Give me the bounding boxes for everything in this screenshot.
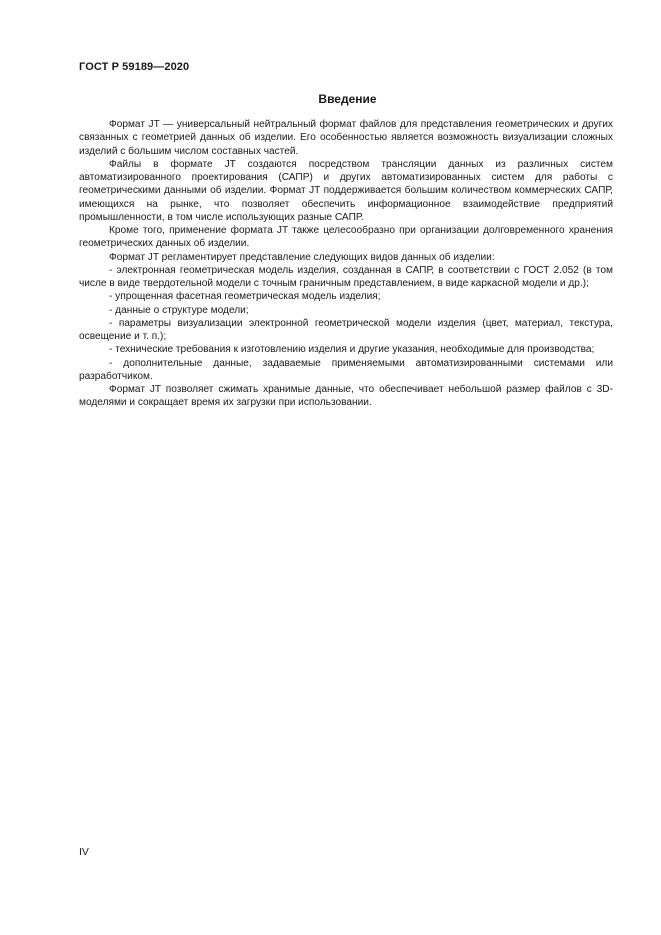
page-number: IV <box>79 846 89 858</box>
list-item: - технические требования к изготовлению изделия и другие указания, необходимые для производства; <box>109 344 595 356</box>
list-item: - данные о структуре модели; <box>109 304 249 316</box>
paragraph-intro: Формат JT — универсальный нейтральный формат файлов для представления геометрических и других связанных с геометрией данных об изделии. Его особенностью является возможность визуализации сложных изделий с большим числом составных частей. <box>79 119 613 157</box>
list-item: - электронная геометрическая модель изделия, созданная в САПР, в соответствии с ГОСТ 2.052 (в том числе в виде твердотельной модели с точным граничным представлением, в виде каркасной модели и др.); <box>79 264 613 289</box>
document-body <box>79 118 613 410</box>
section-title: Введение <box>318 92 377 106</box>
list-item: - упрощенная фасетная геометрическая модель изделия; <box>109 291 381 303</box>
document-header: ГОСТ Р 59189—2020 <box>79 61 190 73</box>
list-item: - дополнительные данные, задаваемые применяемыми автоматизированными системами или разработчиком. <box>79 357 613 382</box>
paragraph-long-term-storage: Кроме того, применение формата JT также целесообразно при организации долговременного хранения геометрических данных об изделии. <box>79 225 613 250</box>
paragraph-cad-translation: Файлы в формате JT создаются посредством трансляции данных из различных систем автоматизированного проектирования (САПР) и других автоматизированных систем для работы с геометрическими данными об изделии. Формат JT поддерживается большим количеством коммерческих САПР, имеющихся на рынке, что позволяет обеспечить информационное взаимодействие предприятий промышленности, в том числе использующих разные САПР. <box>79 158 613 223</box>
paragraph-data-types-lead: Формат JT регламентирует представление следующих видов данных об изделии: <box>109 251 495 263</box>
list-item: - параметры визуализации электронной геометрической модели изделия (цвет, материал, текстура, освещение и т. п.); <box>79 317 613 342</box>
paragraph-compression: Формат JT позволяет сжимать хранимые данные, что обеспечивает небольшой размер файлов с 3D-моделями и сокращает время их загрузки при использовании. <box>79 384 613 409</box>
